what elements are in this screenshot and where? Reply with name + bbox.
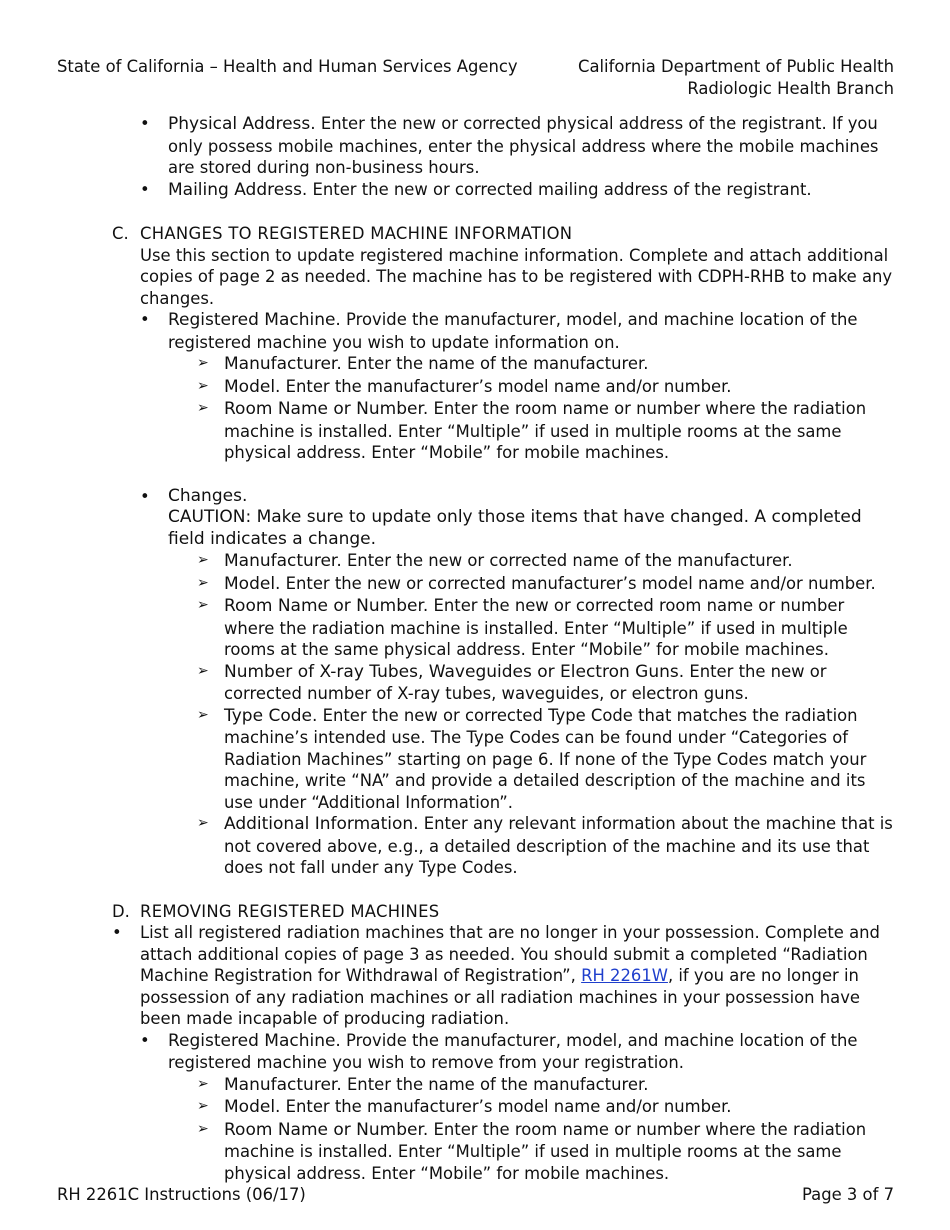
item-text: Enter the new or corrected number of X-ray tubes, waveguides, or electron guns. [224,661,827,703]
item-lead: Manufacturer. [224,354,342,374]
list-item [224,813,894,879]
form-id: RH 2261C Instructions (06/17) [57,1185,306,1204]
section-c-heading [112,223,894,245]
item-text: Provide the manufacturer, model, and machine location of the registered machine you wish to remove from your registration. [168,1030,858,1072]
item-text: Enter the new or corrected name of the manufacturer. [341,551,793,570]
item-lead: Room Name or Number. [224,1119,429,1140]
item-text: Enter the room name or number where the radiation machine is installed. Enter “Multiple” if used in multiple rooms at the same physical address. Enter “Mobile” for mobile machines. [224,1119,867,1183]
list-item [168,113,894,179]
branch-line: Radiologic Health Branch [687,79,894,98]
item-lead: Registered Machine. [168,1030,341,1051]
item-text: Enter the new or corrected Type Code that matches the radiation machine’s intended use. The Type Codes can be found under “Categories of Radiation Machines” starting on page 6. If none of the Type Codes match your machine, write “NA” and provide a detailed description of the machine and its use under “Additional Information”. [224,705,867,812]
item-text: Enter the manufacturer’s model name and/or number. [280,376,732,396]
list-item [224,705,894,814]
list-item [224,573,894,596]
rh-2261w-link[interactable]: RH 2261W [581,966,668,985]
section-c-changes-list [0,486,950,551]
list-item [224,1096,894,1119]
list-item [224,376,894,399]
item-lead: Registered Machine. [168,310,341,330]
list-item [224,550,894,573]
item-text: , if you are no longer in possession of any radiation machines or all radiation machines in your possession have been made incapable of producing radiation. [140,966,860,1028]
list-item [168,179,894,202]
item-text: Provide the manufacturer, model, and machine location of the registered machine you wish to update information on. [168,310,858,352]
item-lead: Manufacturer. [224,1074,342,1095]
list-item [224,1074,894,1097]
item-lead: Physical Address. [168,114,316,134]
page-number: Page 3 of 7 [802,1185,894,1204]
document-body [0,113,950,1184]
item-text: List all registered radiation machines that are no longer in your possession. Complete and attach additional copies of page 3 as needed. You should submit a completed “Radiation Machine Registration for Withdrawal of Registration”, [140,923,880,985]
item-lead: Type Code. [224,705,318,726]
item-lead: Number of X-ray Tubes, Waveguides or Electron Guns. [224,661,685,682]
item-text: Enter the name of the manufacturer. [341,1074,649,1094]
section-c-intro: Use this section to update registered machine information. Complete and attach additional copies of page 2 as needed. The machine has to be registered with CDPH-RHB to make any changes. [140,245,893,308]
caution-text: CAUTION: Make sure to update only those items that have changed. A completed field indicates a change. [168,507,862,549]
department-name [578,56,894,100]
section-c-registered-sublist [0,353,950,464]
list-item [224,661,894,705]
agency-name: State of California – Health and Human Services Agency [57,57,518,76]
item-text: Enter the new or corrected mailing address of the registrant. [307,179,812,199]
list-item [224,595,894,661]
item-lead: Manufacturer. [224,551,342,571]
item-lead: Mailing Address. [168,179,308,200]
list-item [224,353,894,376]
item-text: Enter the new or corrected physical address of the registrant. If you only possess mobile machines, enter the physical address where the mobile machines are stored during non-business hours. [168,114,879,177]
list-item [140,922,894,1030]
section-title: CHANGES TO REGISTERED MACHINE INFORMATION [140,224,573,243]
section-d-registered-list [0,1030,950,1074]
item-lead: Additional Information. [224,814,419,834]
department-line: California Department of Public Health [578,57,894,76]
list-item [168,1030,894,1074]
list-item [224,398,894,464]
section-c-list [0,309,950,353]
item-lead: • Changes. [168,485,248,506]
section-d-heading [112,901,894,923]
item-text: Enter the manufacturer’s model name and/or number. [280,1097,732,1116]
item-lead: Model. [224,376,281,397]
item-lead: Model. [224,1097,281,1117]
section-letter: D. [112,901,130,921]
section-d-registered-sublist [0,1074,950,1185]
item-text: Enter the new or corrected manufacturer’s model name and/or number. [280,573,876,593]
page-header [57,56,894,100]
item-lead: Model. [224,573,281,594]
section-c-changes-sublist [0,550,950,879]
item-text: Enter any relevant information about the machine that is not covered above, e.g., a detailed description of the machine and its use that does not fall under any Type Codes. [224,814,893,877]
section-letter: C. [112,224,129,243]
list-item [168,486,894,551]
section-title: REMOVING REGISTERED MACHINES [140,901,440,921]
address-bullets [0,113,950,201]
list-item [168,309,894,353]
list-item [224,1119,894,1185]
section-d-list [0,922,950,1030]
page-footer [57,1184,894,1208]
item-text: Enter the room name or number where the radiation machine is installed. Enter “Multiple” if used in multiple rooms at the same physical address. Enter “Mobile” for mobile machines. [224,399,867,462]
item-lead: Room Name or Number. [224,596,429,616]
item-text: Enter the new or corrected room name or number where the radiation machine is installed. Enter “Multiple” if used in multiple rooms at the same physical address. Enter “Mobile” for mobile machines. [224,596,848,659]
item-lead: Room Name or Number. [224,399,429,419]
item-text: Enter the name of the manufacturer. [341,354,649,373]
